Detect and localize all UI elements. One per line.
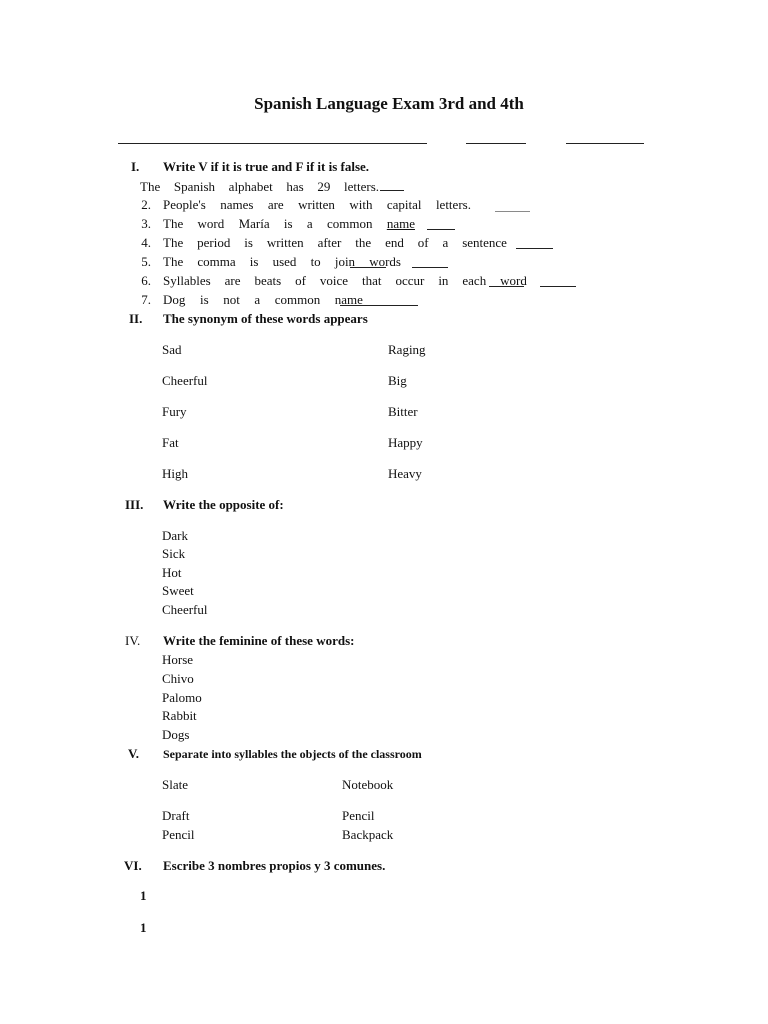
section-heading: The synonym of these words appears (163, 311, 368, 326)
grade-line[interactable] (466, 143, 526, 144)
opposite-word: Cheerful (162, 602, 208, 617)
question-number: 3. (141, 216, 151, 231)
opposite-word: Sweet (162, 583, 194, 598)
answer-blank[interactable] (350, 256, 386, 268)
opposite-word: Hot (162, 565, 182, 580)
synonym-match: Bitter (388, 404, 418, 419)
question-item: The comma is used to join words (163, 254, 401, 269)
opposite-word: Dark (162, 528, 188, 543)
answer-line-number: 1 (140, 888, 147, 903)
section-number: II. (129, 311, 143, 326)
question-item: The word María is a common name (163, 216, 415, 231)
synonym-word: Sad (162, 342, 182, 357)
answer-blank[interactable] (495, 200, 530, 212)
section-heading: Escribe 3 nombres propios y 3 comunes. (163, 858, 386, 873)
name-line[interactable] (118, 143, 427, 144)
classroom-object: Backpack (342, 827, 394, 842)
section-number: I. (131, 159, 140, 174)
synonym-word: Cheerful (162, 373, 208, 388)
feminine-word: Dogs (162, 727, 190, 742)
section-number: VI. (124, 858, 142, 873)
synonym-match: Raging (388, 342, 426, 357)
question-item: People's names are written with capital letters. (163, 197, 471, 212)
feminine-word: Rabbit (162, 708, 197, 723)
feminine-word: Horse (162, 652, 194, 667)
question-number: 5. (141, 254, 151, 269)
section-number: III. (125, 497, 144, 512)
synonym-word: Fury (162, 404, 187, 419)
answer-blank[interactable] (540, 275, 576, 287)
section-heading: Separate into syllables the objects of the classroom (163, 747, 422, 761)
classroom-object: Draft (162, 808, 190, 823)
answer-blank[interactable] (427, 218, 455, 230)
question-item: The period is written after the end of a sentence (163, 235, 507, 250)
answer-blank[interactable] (412, 256, 448, 268)
section-number: IV. (125, 633, 141, 648)
answer-blank[interactable] (516, 237, 553, 249)
answer-blank[interactable] (380, 179, 404, 191)
question-item: Dog is not a common name (163, 292, 363, 307)
section-heading: Write V if it is true and F if it is false. (163, 159, 370, 174)
classroom-object: Notebook (342, 777, 394, 792)
section-number: V. (128, 746, 139, 761)
question-number: 4. (141, 235, 151, 250)
exam-title: Spanish Language Exam 3rd and 4th (254, 94, 524, 113)
synonym-word: High (162, 466, 188, 481)
answer-line-number: 1 (140, 920, 147, 935)
feminine-word: Chivo (162, 671, 194, 686)
answer-blank[interactable] (489, 275, 524, 287)
date-line[interactable] (566, 143, 644, 144)
question-item: Syllables are beats of voice that occur in each word (163, 273, 527, 288)
question-number: 2. (141, 197, 151, 212)
classroom-object: Pencil (162, 827, 195, 842)
answer-blank[interactable] (340, 294, 418, 306)
synonym-match: Heavy (388, 466, 422, 481)
feminine-word: Palomo (162, 690, 202, 705)
synonym-match: Big (388, 373, 407, 388)
section-heading: Write the feminine of these words: (163, 633, 355, 648)
synonym-match: Happy (388, 435, 423, 450)
question-number: 6. (141, 273, 151, 288)
question-number: 7. (141, 292, 151, 307)
classroom-object: Slate (162, 777, 188, 792)
classroom-object: Pencil (342, 808, 375, 823)
synonym-word: Fat (162, 435, 179, 450)
section-heading: Write the opposite of: (163, 497, 284, 512)
opposite-word: Sick (162, 546, 186, 561)
question-item: The Spanish alphabet has 29 letters. (140, 179, 404, 195)
